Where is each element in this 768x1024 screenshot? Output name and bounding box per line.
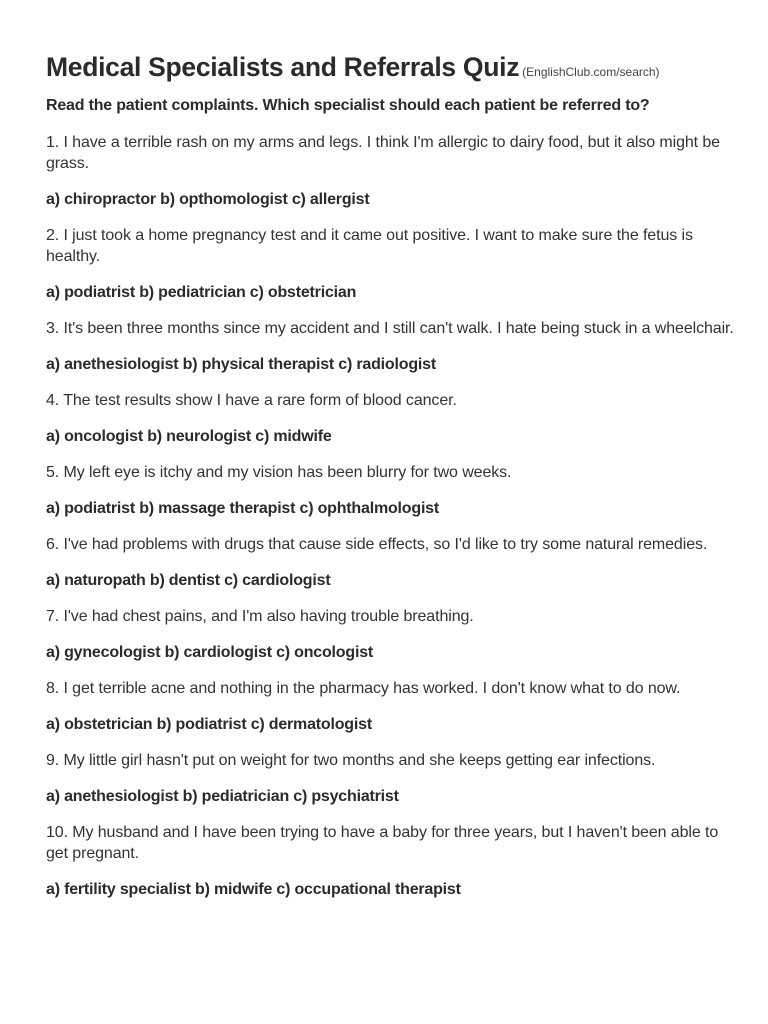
options-7: a) gynecologist b) cardiologist c) oncologist	[46, 644, 374, 661]
options-10: a) fertility specialist b) midwife c) occupational therapist	[46, 881, 461, 898]
question-4: 4. The test results show I have a rare form of blood cancer.	[46, 392, 457, 409]
title-row	[46, 52, 734, 83]
question-9: 9. My little girl hasn't put on weight for two months and she keeps getting ear infections.	[46, 752, 656, 769]
page-title: Medical Specialists and Referrals Quiz	[46, 52, 520, 82]
options-3: a) anethesiologist b) physical therapist c) radiologist	[46, 356, 436, 373]
question-7: 7. I've had chest pains, and I'm also having trouble breathing.	[46, 608, 474, 625]
options-4: a) oncologist b) neurologist c) midwife	[46, 428, 332, 445]
question-6: 6. I've had problems with drugs that cause side effects, so I'd like to try some natural remedies.	[46, 536, 708, 553]
options-1: a) chiropractor b) opthomologist c) allergist	[46, 191, 370, 208]
instructions: Read the patient complaints. Which specialist should each patient be referred to?	[46, 97, 650, 114]
options-5: a) podiatrist b) massage therapist c) ophthalmologist	[46, 500, 440, 517]
options-9: a) anethesiologist b) pediatrician c) psychiatrist	[46, 788, 399, 805]
question-8: 8. I get terrible acne and nothing in the pharmacy has worked. I don't know what to do now.	[46, 680, 681, 697]
question-1: 1. I have a terrible rash on my arms and legs. I think I'm allergic to dairy food, but it also might be grass.	[46, 134, 720, 172]
question-3: 3. It's been three months since my accident and I still can't walk. I hate being stuck in a wheelchair.	[46, 320, 734, 337]
options-2: a) podiatrist b) pediatrician c) obstetrician	[46, 284, 357, 301]
source-link: (EnglishClub.com/search)	[522, 65, 660, 79]
question-5: 5. My left eye is itchy and my vision has been blurry for two weeks.	[46, 464, 512, 481]
question-10: 10. My husband and I have been trying to have a baby for three years, but I haven't been able to get pregnant.	[46, 824, 719, 862]
options-6: a) naturopath b) dentist c) cardiologist	[46, 572, 331, 589]
question-2: 2. I just took a home pregnancy test and it came out positive. I want to make sure the fetus is healthy.	[46, 227, 693, 265]
options-8: a) obstetrician b) podiatrist c) dermatologist	[46, 716, 372, 733]
